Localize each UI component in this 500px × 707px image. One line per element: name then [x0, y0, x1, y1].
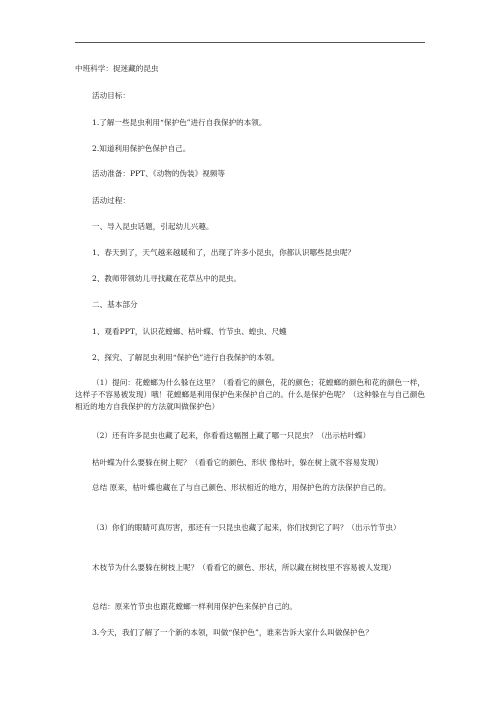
goal-item-1: 1.了解一些昆虫利用“保护色”进行自我保护的本领。 — [92, 118, 267, 127]
paragraph: 总结：原来竹节虫也跟花螳螂一样利用保护色来保护自己的。 — [92, 602, 298, 611]
paragraph: 1、观看PPT，认识花螳螂、枯叶蝶、竹节虫、蝗虫、尺蠖 — [92, 327, 287, 336]
paragraph: 1、春天到了，天气越来越暖和了，出现了许多小昆虫，你都认识哪些昆虫呢？ — [92, 248, 356, 257]
paragraph: 2、教师带领幼儿寻找藏在花草丛中的昆虫。 — [92, 274, 242, 283]
document-title: 中班科学：捉迷藏的昆虫 — [75, 64, 159, 73]
paragraph: （1）提问：花螳螂为什么躲在这里？（看看它的颜色，花的颜色；花螳螂的颜色和花的颜色一样，这样子不容易被发现）哦！花螳螂是利用保护色来保护自己的。什么是保护色呢？（这种躲在与自己颜色相近的地方自我保护的方法就叫做保护色） — [75, 378, 425, 411]
paragraph: 总结 原来，枯叶蝶也藏在了与自己颜色、形状相近的地方，用保护色的方法保护自己的。 — [92, 483, 391, 492]
paragraph: 木枝节为什么要躲在树枝上呢？（看看它的颜色、形状，所以藏在树枝里不容易被人发现） — [92, 563, 396, 572]
section-heading-goals: 活动目标： — [92, 91, 130, 100]
paragraph: 2、探究、了解昆虫利用“保护色”进行自我保护的本领。 — [92, 353, 280, 362]
part-two-heading: 二、基本部分 — [92, 300, 138, 309]
paragraph: 枯叶蝶为什么要躲在树上呢？（看看它的颜色、形状 像枯叶，躲在树上就不容易发现） — [92, 458, 383, 467]
paragraph: 3.今天，我们了解了一个新的本领，叫做“保护色”，谁来告诉大家什么叫做保护色？ — [92, 628, 373, 637]
goal-item-2: 2.知道利用保护色保护自己。 — [92, 144, 191, 153]
preparation-line: 活动准备：PPT、《动物的伪装》视频等 — [92, 169, 225, 178]
paragraph: （3）你们的眼睛可真厉害，那还有一只昆虫也藏了起来，你们找到它了吗？（出示竹节虫） — [92, 523, 401, 532]
section-heading-process: 活动过程： — [92, 196, 130, 205]
part-one-heading: 一、导入昆虫话题，引起幼儿兴趣。 — [92, 222, 214, 231]
paragraph: （2）还有许多昆虫也藏了起来，你看看这幅图上藏了哪一只昆虫？（出示枯叶蝶） — [92, 431, 371, 440]
